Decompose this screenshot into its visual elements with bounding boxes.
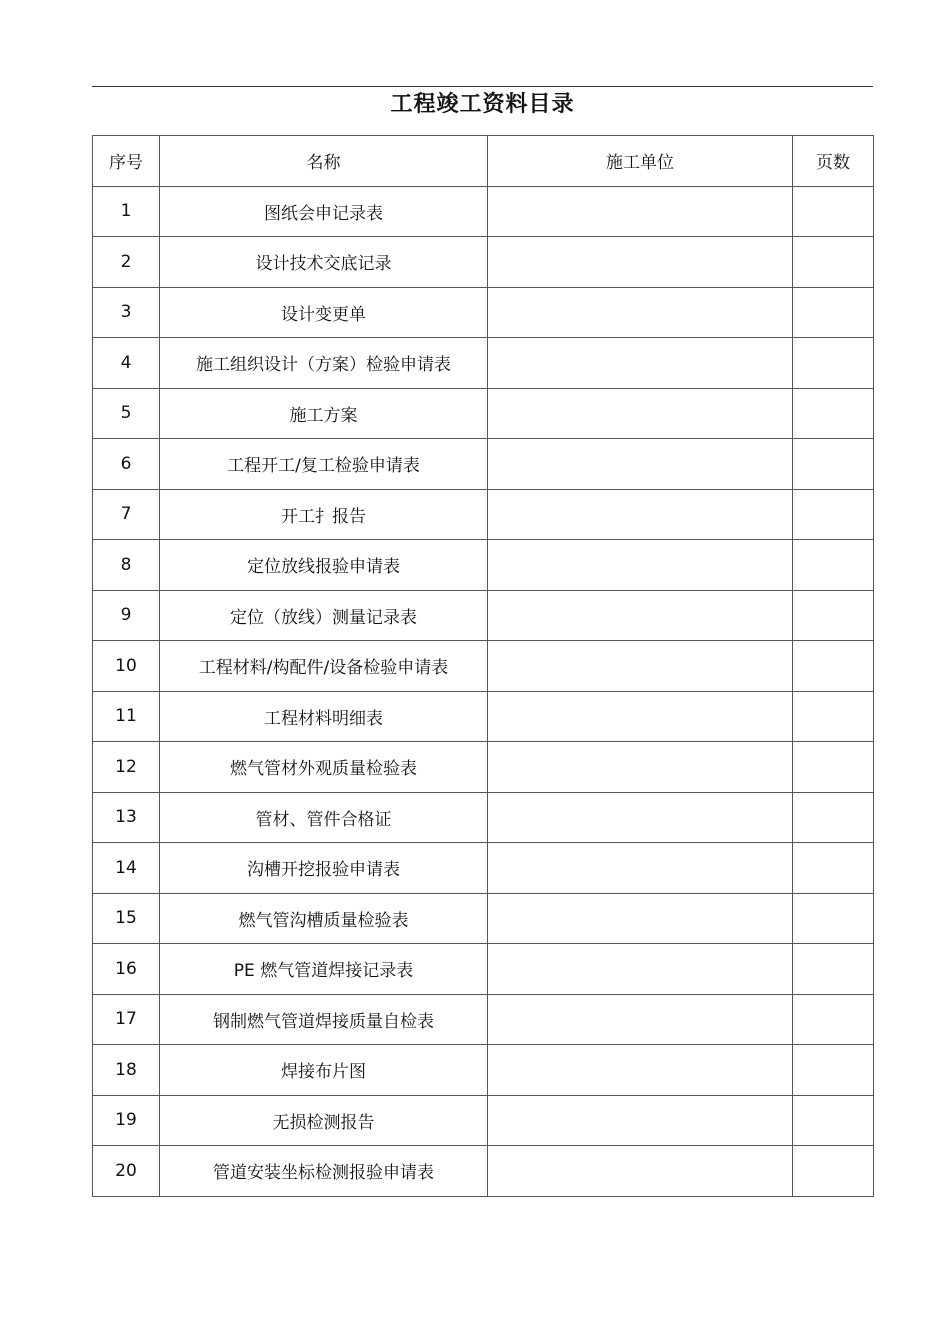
page-count-cell [793,388,874,439]
table-row [93,691,874,742]
table-row [93,287,874,338]
page-count-cell [793,1146,874,1197]
table-row [93,641,874,692]
page-count-cell [793,237,874,288]
document-title: 工程竣工资料目录 [390,92,575,117]
row-number-cell: 10 [93,641,160,692]
construction-unit-cell [488,439,793,490]
row-number-cell: 16 [93,944,160,995]
row-number-cell: 3 [93,287,160,338]
document-name-cell: 图纸会申记录表 [160,186,488,237]
completion-documents-table [92,135,874,1197]
row-number-cell: 17 [93,994,160,1045]
construction-unit-cell [488,540,793,591]
table-row [93,944,874,995]
table-header-row [93,136,874,187]
document-name-cell: 无损检测报告 [160,1095,488,1146]
header-name: 名称 [160,136,488,187]
page-count-cell [793,489,874,540]
header-no: 序号 [93,136,160,187]
page-count-cell [793,843,874,894]
table-row [93,388,874,439]
page-count-cell [793,742,874,793]
page-count-cell [793,287,874,338]
construction-unit-cell [488,186,793,237]
row-number-cell: 11 [93,691,160,742]
page-count-cell [793,1045,874,1096]
row-number-cell: 13 [93,792,160,843]
construction-unit-cell [488,287,793,338]
document-name-cell: 焊接布片图 [160,1045,488,1096]
page-count-cell [793,590,874,641]
table-row [93,186,874,237]
table-row [93,439,874,490]
row-number-cell: 2 [93,237,160,288]
document-name-cell: 燃气管沟槽质量检验表 [160,893,488,944]
row-number-cell: 6 [93,439,160,490]
table-row [93,237,874,288]
table-row [93,893,874,944]
document-name-cell: 管材、管件合格证 [160,792,488,843]
page-count-cell [793,994,874,1045]
table-row [93,540,874,591]
row-number-cell: 14 [93,843,160,894]
document-name-cell: 施工方案 [160,388,488,439]
table-row [93,994,874,1045]
construction-unit-cell [488,994,793,1045]
row-number-cell: 9 [93,590,160,641]
document-name-cell: PE 燃气管道焊接记录表 [160,944,488,995]
table-row [93,742,874,793]
construction-unit-cell [488,742,793,793]
page-count-cell [793,893,874,944]
construction-unit-cell [488,388,793,439]
table-row [93,1146,874,1197]
row-number-cell: 18 [93,1045,160,1096]
document-name-cell: 钢制燃气管道焊接质量自检表 [160,994,488,1045]
construction-unit-cell [488,1045,793,1096]
construction-unit-cell [488,590,793,641]
document-name-cell: 沟槽开挖报验申请表 [160,843,488,894]
row-number-cell: 7 [93,489,160,540]
row-number-cell: 12 [93,742,160,793]
construction-unit-cell [488,893,793,944]
document-name-cell: 工程材料/构配件/设备检验申请表 [160,641,488,692]
page-count-cell [793,641,874,692]
document-name-cell: 工程开工/复工检验申请表 [160,439,488,490]
row-number-cell: 19 [93,1095,160,1146]
row-number-cell: 20 [93,1146,160,1197]
header-rule [92,86,873,87]
document-name-cell: 施工组织设计（方案）检验申请表 [160,338,488,389]
header-unit: 施工单位 [488,136,793,187]
page-count-cell [793,439,874,490]
construction-unit-cell [488,1146,793,1197]
header-pages: 页数 [793,136,874,187]
construction-unit-cell [488,237,793,288]
page-count-cell [793,338,874,389]
page-count-cell [793,792,874,843]
page-count-cell [793,186,874,237]
document-name-cell: 定位放线报验申请表 [160,540,488,591]
construction-unit-cell [488,1095,793,1146]
page-count-cell [793,1095,874,1146]
table-row [93,338,874,389]
row-number-cell: 4 [93,338,160,389]
document-name-cell: 设计技术交底记录 [160,237,488,288]
row-number-cell: 8 [93,540,160,591]
construction-unit-cell [488,641,793,692]
document-name-cell: 定位（放线）测量记录表 [160,590,488,641]
construction-unit-cell [488,843,793,894]
construction-unit-cell [488,489,793,540]
page-count-cell [793,944,874,995]
construction-unit-cell [488,944,793,995]
construction-unit-cell [488,691,793,742]
table-row [93,792,874,843]
table-row [93,1045,874,1096]
table-row [93,489,874,540]
table-row [93,1095,874,1146]
document-name-cell: 管道安装坐标检测报验申请表 [160,1146,488,1197]
construction-unit-cell [488,338,793,389]
document-name-cell: 工程材料明细表 [160,691,488,742]
row-number-cell: 5 [93,388,160,439]
page-count-cell [793,691,874,742]
row-number-cell: 1 [93,186,160,237]
table-row [93,843,874,894]
row-number-cell: 15 [93,893,160,944]
document-name-cell: 开工扌报告 [160,489,488,540]
document-name-cell: 设计变更单 [160,287,488,338]
table-row [93,590,874,641]
document-name-cell: 燃气管材外观质量检验表 [160,742,488,793]
construction-unit-cell [488,792,793,843]
page-count-cell [793,540,874,591]
